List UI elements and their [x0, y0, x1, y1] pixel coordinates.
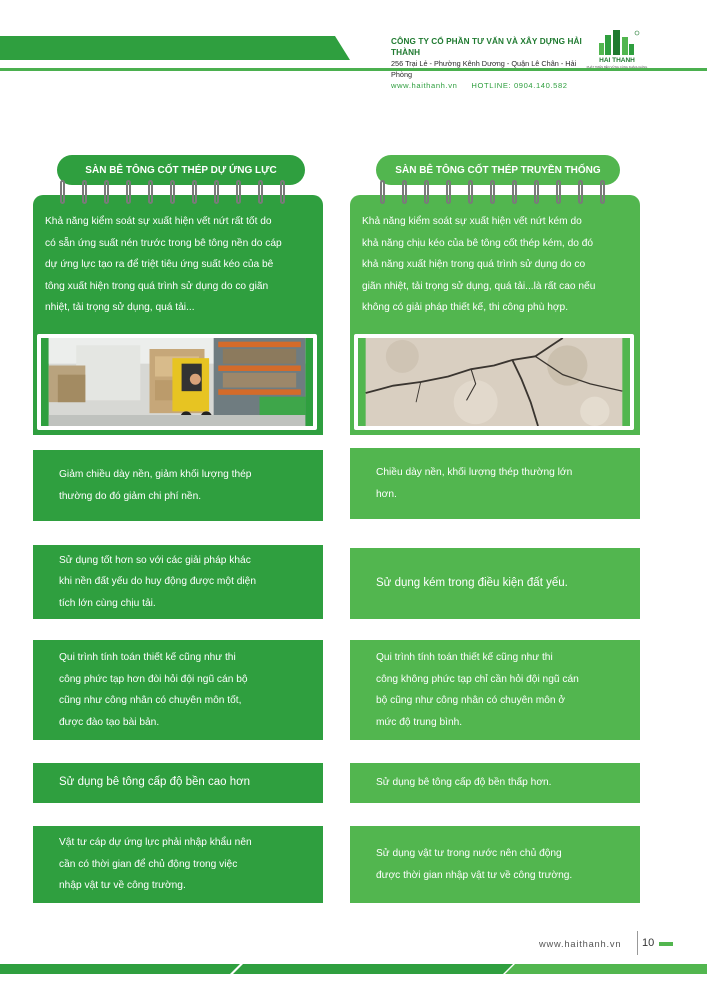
right-intro-card	[350, 195, 640, 333]
right-point-box	[350, 448, 640, 519]
left-point-line: cần có thời gian để chủ động trong việc	[59, 858, 238, 870]
right-point-line: Sử dụng bê tông cấp độ bền thấp hơn.	[376, 777, 552, 789]
right-point-box	[350, 640, 640, 740]
page-number-divider	[637, 931, 638, 955]
right-point-line: Chiều dày nền, khối lượng thép thường lớn	[376, 467, 573, 478]
left-point-box	[33, 826, 323, 903]
left-point-line: Vật tư cáp dự ứng lực phải nhập khẩu nên	[59, 837, 252, 849]
left-point-line: Sử dụng bê tông cấp độ bền cao hơn	[59, 776, 251, 789]
left-intro-line: dự ứng lực tạo ra để triệt tiêu ứng suất kéo của bê	[45, 259, 274, 270]
left-point-box	[33, 763, 323, 803]
logo-text: HAI THANH	[599, 57, 635, 64]
right-intro-line: Khả năng kiểm soát sự xuất hiện vết nứt kém do	[362, 216, 582, 227]
right-point-box	[350, 826, 640, 903]
header-accent-bar	[0, 36, 350, 60]
right-point-line: bộ cũng như công nhân có chuyên môn ở	[376, 695, 566, 706]
cracked-concrete-photo	[354, 334, 634, 430]
left-point-line: Sử dụng tốt hơn so với các giải pháp khác	[59, 554, 251, 566]
footer-stripe	[505, 964, 707, 974]
right-intro-line: không có giải pháp thiết kế, thi công phù hợp.	[362, 302, 569, 313]
left-intro-card	[33, 195, 323, 333]
page-number: 10	[642, 937, 655, 949]
right-point-line: mức độ trung bình.	[376, 716, 463, 728]
company-hotline: HOTLINE: 0904.140.582	[471, 81, 568, 90]
right-point-line: hơn.	[376, 488, 397, 500]
right-column-title: SÀN BÊ TÔNG CỐT THÉP TRUYỀN THỐNG	[376, 155, 620, 185]
right-intro-line: giãn nhiệt, tải trọng sử dụng, quá tải...là rất cao nếu	[362, 280, 596, 292]
footer-stripe	[233, 964, 513, 974]
left-point-line: tích lớn cùng chịu tải.	[59, 597, 156, 609]
footer-stripe	[0, 964, 240, 974]
right-point-box	[350, 763, 640, 803]
left-point-box	[33, 640, 323, 740]
left-point-box	[33, 545, 323, 619]
logo-subtext: PHÁT TRIỂN BỀN VỮNG CÙNG KHÁCH HÀNG	[586, 65, 648, 69]
company-website[interactable]: www.haithanh.vn	[391, 81, 458, 90]
right-point-line: Qui trình tính toán thiết kế cũng như thi	[376, 652, 553, 663]
company-info	[391, 36, 591, 91]
left-point-line: Giảm chiều dày nền, giảm khối lượng thép	[59, 469, 252, 480]
left-intro-line: có sẵn ứng suất nén trước trong bê tông nền do cáp	[45, 237, 282, 249]
left-point-box	[33, 450, 323, 521]
left-column-title: SÀN BÊ TÔNG CỐT THÉP DỰ ỨNG LỰC	[57, 155, 305, 185]
page-number-accent	[659, 942, 673, 946]
company-address: 256 Trại Lẻ - Phường Kênh Dương - Quận Lê Chân - Hải Phòng	[391, 59, 577, 79]
right-point-box	[350, 548, 640, 619]
left-point-line: khi nền đất yếu do huy động được một diện	[59, 576, 257, 588]
left-point-line: được đào tạo bài bản.	[59, 716, 160, 728]
left-intro-line: tông xuất hiện trong quá trình sử dụng do co giãn	[45, 280, 269, 292]
left-binder-rings	[60, 180, 300, 210]
left-intro-line: Khả năng kiểm soát sự xuất hiện vết nứt rất tốt do	[45, 216, 272, 227]
right-point-line: được thời gian nhập vật tư về công trường.	[376, 869, 573, 881]
left-point-line: Qui trình tính toán thiết kế cũng như thi	[59, 652, 236, 663]
right-intro-line: khả năng chịu kéo của bê tông cốt thép kém, do đó	[362, 237, 594, 249]
right-intro-line: khả năng xuất hiện trong quá trình sử dụng do co	[362, 259, 586, 270]
warehouse-forklift-photo	[37, 334, 317, 430]
right-point-line: công không phức tạp chỉ cần hỏi đội ngũ cán	[376, 673, 579, 685]
right-point-line: Sử dụng kém trong điều kiện đất yếu.	[376, 576, 568, 589]
left-point-line: công phức tạp hơn đòi hỏi đội ngũ cán bộ	[59, 673, 248, 685]
right-point-line: Sử dụng vật tư trong nước nên chủ động	[376, 848, 562, 859]
footer-website[interactable]: www.haithanh.vn	[539, 939, 622, 949]
company-name: CÔNG TY CỔ PHẦN TƯ VẤN VÀ XÂY DỰNG HẢI THÀNH	[391, 37, 582, 57]
right-binder-rings	[380, 180, 620, 210]
left-intro-line: nhiệt, tải trọng sử dụng, quá tải...	[45, 302, 195, 313]
left-point-line: nhập vật tư về công trường.	[59, 880, 186, 892]
company-contact	[391, 80, 591, 91]
left-point-line: cũng như công nhân có chuyên môn tốt,	[59, 695, 242, 706]
left-point-line: thường do đó giảm chi phí nền.	[59, 490, 202, 502]
